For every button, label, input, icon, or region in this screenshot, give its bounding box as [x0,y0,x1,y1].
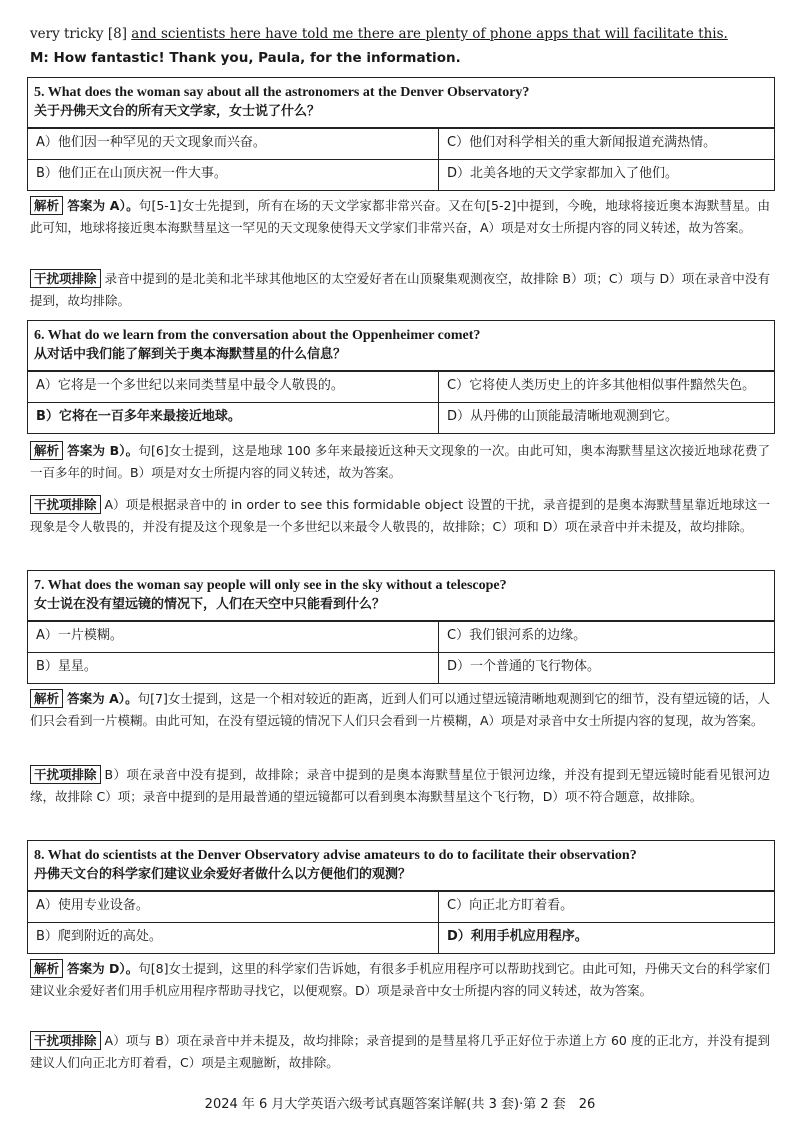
question-8-en: 8. What do scientists at the Denver Observatory advise amateurs to do to facilitate their observation? [34,848,637,863]
option-d: D）一个普通的飞行物体。 [447,659,601,674]
option-d: D）利用手机应用程序。 [447,929,588,944]
question-5-box [27,77,775,191]
answer-6: 答案为 B）。 [67,443,139,458]
transcript-underlined-sentence: and scientists here have told me there are plenty of phone apps that will facilitate this. [131,26,728,42]
distractor-8: 干扰项排除 A）项与 B）项在录音中并未提及，故均排除；录音提到的是彗星将几乎正好位于赤道上方 60 度的正北方，并没有提到建议人们向正北方盯着看，C）项是主观臆断，故排除。 [30,1033,770,1070]
distractor-7: 干扰项排除 B）项在录音中没有提到，故排除；录音中提到的是奥本海默彗星位于银河边缘，并没有提到无望远镜时能看见银河边缘，故排除 C）项；录音中提到的是用最普通的望远镜都可以看到奥本海默彗星这个飞行物，D）项不符合题意，故排除。 [30,767,770,804]
question-6-en: 6. What do we learn from the conversation about the Oppenheimer comet? [34,328,481,343]
transcript-line-1: very tricky [8] and scientists here have told me there are plenty of phone apps that will facilitate this. [30,26,728,42]
analysis-8: 解析 答案为 D）。句[8]女士提到，这里的科学家们告诉她，有很多手机应用程序可以帮助找到它。由此可知，丹佛天文台的科学家们建议业余爱好者们用手机应用程序帮助寻找它，以便观察。D）项是录音中女士所提内容的同义转述，故为答案。 [30,961,770,998]
transcript-excerpt [30,22,770,70]
option-b: B）它将在一百多年来最接近地球。 [28,403,439,433]
option-c: C）向正北方盯着看。 [447,898,574,913]
option-d: D）北美各地的天文学家都加入了他们。 [447,166,679,181]
distractor-tag: 干扰项排除 [30,765,101,784]
question-5-en: 5. What does the woman say about all the astronomers at the Denver Observatory? [34,85,530,100]
analysis-tag: 解析 [30,441,63,460]
analysis-tag: 解析 [30,689,63,708]
answer-5: 答案为 A）。 [67,198,139,213]
option-b: B）星星。 [28,653,439,683]
distractor-tag: 干扰项排除 [30,1031,101,1050]
option-b: B）他们正在山顶庆祝一件大事。 [28,160,439,190]
option-a: A）一片模糊。 [28,622,439,652]
option-a: A）他们因一种罕见的天文现象而兴奋。 [28,129,439,159]
analysis-7: 解析 答案为 A）。句[7]女士提到，这是一个相对较近的距离，近到人们可以通过望远镜清晰地观测到它的细节，没有望远镜的话，人们只会看到一片模糊。由此可知，在没有望远镜的情况下人们只会看到一片模糊，A）项是对录音中女士所提内容的复现，故为答案。 [30,691,770,728]
question-8-zh: 丹佛天文台的科学家们建议业余爱好者做什么以方便他们的观测？ [34,867,412,882]
analysis-tag: 解析 [30,196,63,215]
option-b: B）爬到附近的高处。 [28,923,439,953]
distractor-6: 干扰项排除 A）项是根据录音中的 in order to see this formidable object 设置的干扰，录音提到的是奥本海默彗星靠近地球这一现象是令人敬畏的，并没有提及这个现象是一个多世纪以来最令人敬畏的，故排除；C）项和 D）项在录音中并未提及，故均排除。 [30,497,770,534]
analysis-5: 解析 答案为 A）。句[5-1]女士先提到，所有在场的天文学家都非常兴奋。又在句[5-2]中提到，今晚，地球将接近奥本海默彗星。由此可知，地球将接近奥本海默彗星这一罕见的天文现象使得天文学家们非常兴奋，A）项是对女士所提内容的同义转述，故为答案。 [30,198,771,235]
option-c: C）它将使人类历史上的许多其他相似事件黯然失色。 [447,378,756,393]
distractor-tag: 干扰项排除 [30,269,101,288]
question-6-box [27,320,775,434]
analysis-6: 解析 答案为 B）。句[6]女士提到，这是地球 100 多年来最接近这种天文现象的一次。由此可知，奥本海默彗星这次接近地球花费了一百多年的时间。B）项是对女士所提内容的同义转述，故为答案。 [30,443,770,480]
option-a: A）使用专业设备。 [28,892,439,922]
analysis-tag: 解析 [30,959,63,978]
distractor-tag: 干扰项排除 [30,495,101,514]
question-6-zh: 从对话中我们能了解到关于奥本海默彗星的什么信息？ [34,347,347,362]
answer-7: 答案为 A）。 [67,691,138,706]
option-a: A）它将是一个多世纪以来同类彗星中最令人敬畏的。 [28,372,439,402]
distractor-5: 干扰项排除 录音中提到的是北美和北半球其他地区的太空爱好者在山顶聚集观测夜空，故排除 B）项；C）项与 D）项在录音中没有提到，故均排除。 [30,271,770,308]
transcript-line-2: M: How fantastic! Thank you, Paula, for the information. [30,50,461,66]
answer-8: 答案为 D）。 [67,961,139,976]
option-c: C）他们对科学相关的重大新闻报道充满热情。 [447,135,717,150]
page-footer: 2024 年 6 月大学英语六级考试真题答案详解(共 3 套)·第 2 套 26 [204,1097,596,1112]
question-7-zh: 女士说在没有望远镜的情况下，人们在天空中只能看到什么？ [34,597,386,612]
question-7-box [27,570,775,684]
option-d: D）从丹佛的山顶能最清晰地观测到它。 [447,409,679,424]
question-8-box [27,840,775,954]
question-7-en: 7. What does the woman say people will only see in the sky without a telescope? [34,578,507,593]
option-c: C）我们银河系的边缘。 [447,628,587,643]
question-5-zh: 关于丹佛天文台的所有天文学家，女士说了什么？ [34,104,321,119]
